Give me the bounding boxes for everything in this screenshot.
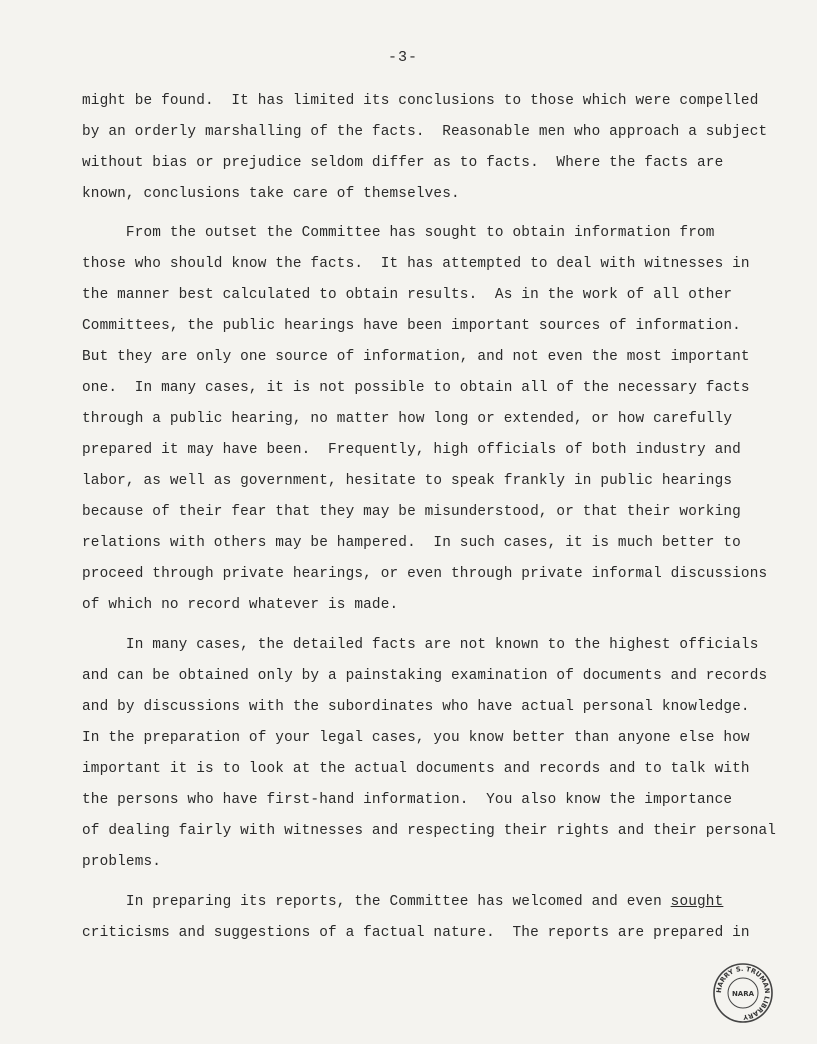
- text-line: might be found. It has limited its conclusions to those which were compelled: [82, 93, 759, 109]
- text-line: criticisms and suggestions of a factual nature. The reports are prepared in: [82, 925, 750, 941]
- text-line: prepared it may have been. Frequently, high officials of both industry and: [82, 442, 741, 458]
- text-line: From the outset the Committee has sought to obtain information from: [82, 225, 715, 241]
- page-number: -3-: [388, 49, 419, 66]
- text-line: by an orderly marshalling of the facts. Reasonable men who approach a subject: [82, 124, 768, 140]
- text-line: and can be obtained only by a painstaking examination of documents and records: [82, 668, 768, 684]
- underlined-word: sought: [670, 894, 724, 910]
- text-line: without bias or prejudice seldom differ as to facts. Where the facts are: [82, 155, 724, 171]
- text-line: But they are only one source of information, and not even the most important: [82, 349, 750, 365]
- text-line: the manner best calculated to obtain results. As in the work of all other: [82, 287, 733, 303]
- svg-text:HARRY S. TRUMAN LIBRARY: HARRY S. TRUMAN LIBRARY: [714, 964, 772, 1022]
- text-line: of which no record whatever is made.: [82, 597, 399, 613]
- text-fragment: In preparing its reports, the Committee has welcomed and even: [82, 894, 671, 910]
- text-line: known, conclusions take care of themselves.: [82, 186, 460, 202]
- svg-text:NARA: NARA: [731, 990, 755, 998]
- text-line: proceed through private hearings, or even through private informal discussions: [82, 566, 768, 582]
- text-line: problems.: [82, 854, 162, 870]
- text-line: because of their fear that they may be misunderstood, or that their working: [82, 504, 741, 520]
- text-line: [82, 894, 723, 910]
- text-line: important it is to look at the actual documents and records and to talk with: [82, 761, 750, 777]
- text-line: labor, as well as government, hesitate to speak frankly in public hearings: [82, 473, 733, 489]
- text-line: and by discussions with the subordinates who have actual personal knowledge.: [82, 699, 750, 715]
- text-line: relations with others may be hampered. In such cases, it is much better to: [82, 535, 741, 551]
- text-line: In the preparation of your legal cases, you know better than anyone else how: [82, 730, 750, 746]
- text-line: those who should know the facts. It has attempted to deal with witnesses in: [82, 256, 750, 272]
- text-line: through a public hearing, no matter how long or extended, or how carefully: [82, 411, 733, 427]
- archive-stamp: [712, 962, 774, 1024]
- text-line: Committees, the public hearings have been important sources of information.: [82, 318, 741, 334]
- text-line: of dealing fairly with witnesses and respecting their rights and their personal: [82, 823, 777, 839]
- text-line: In many cases, the detailed facts are not known to the highest officials: [82, 637, 759, 653]
- text-line: the persons who have first-hand information. You also know the importance: [82, 792, 733, 808]
- text-line: one. In many cases, it is not possible to obtain all of the necessary facts: [82, 380, 750, 396]
